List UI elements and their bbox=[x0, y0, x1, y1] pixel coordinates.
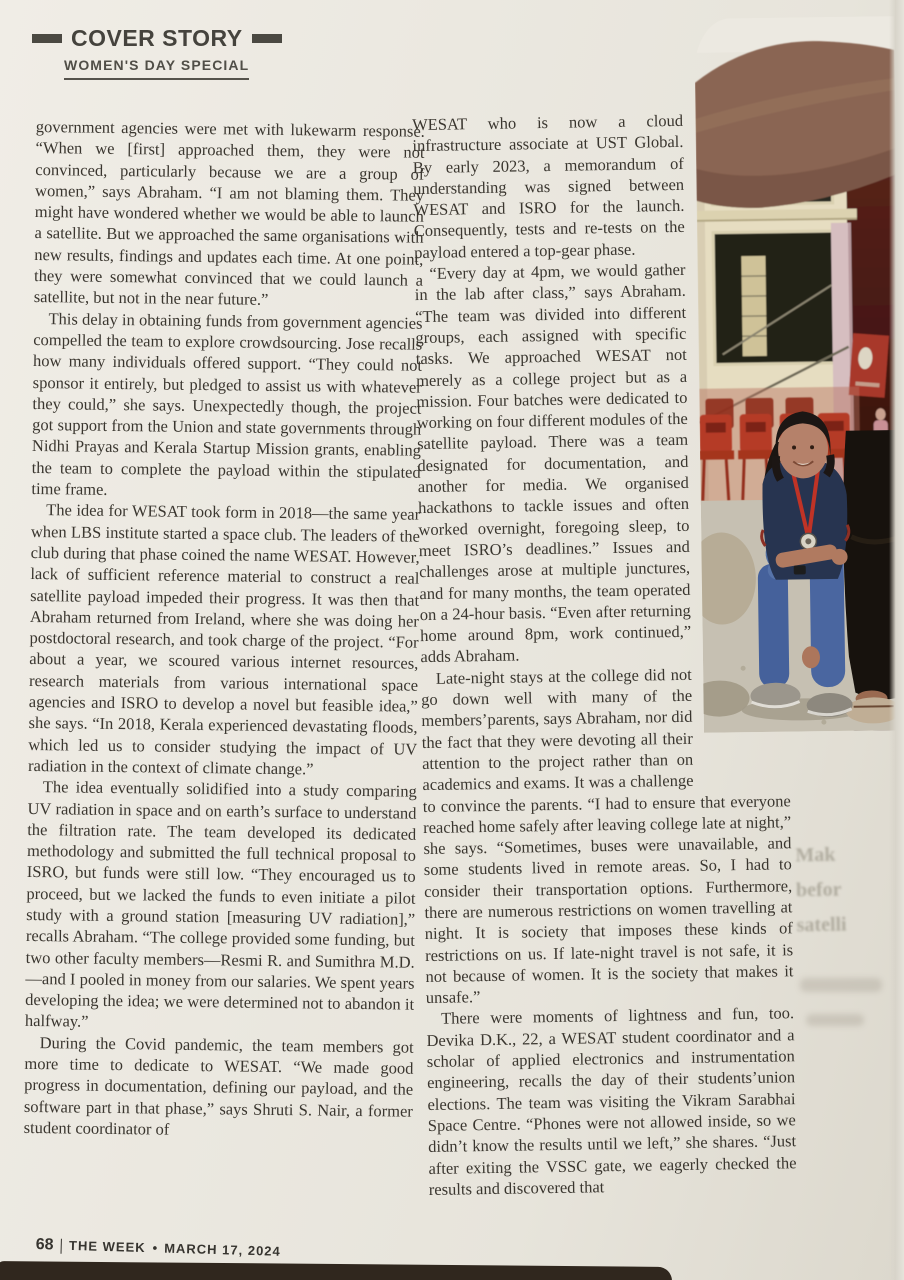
section-kicker bbox=[32, 25, 282, 52]
ghost-line: befor bbox=[795, 878, 842, 902]
magazine-name: THE WEEK bbox=[68, 1237, 146, 1256]
page-right-edge bbox=[889, 0, 904, 1280]
ghost-line: satelli bbox=[796, 913, 847, 937]
paragraph: WESAT who is now a cloud infrastructure associate at UST Global. By early 2023, a memorandum of understanding was signed between WESAT and ISRO for the launch. Consequently, tests and re-tests on the payload entered a top-gear phase. bbox=[411, 110, 685, 262]
show-through-smudge bbox=[800, 978, 882, 992]
paragraph: The idea eventually solidified into a study comparing UV radiation in space and on earth’s surface to understand the filtration rate. The team developed its dedicated methodology and submitted the full technical proposal to ISRO, but funds were still low. “They encouraged us to proceed, but we lacked the funds to even initiate a pilot study with a ground station [measuring UV radiation],” recalls Abraham. “The college provided some funding, but two other faculty members—Resmi R. and Sumithra M.D.—and I pooled in money from our salaries. We spent years developing the idea; we were determined not to abandon it halfway.” bbox=[24, 777, 417, 1032]
paragraph: “Every day at 4pm, we would gather in the lab after class,” says Abraham. “The team was divided into different groups, each assigned with specific tasks. We approached WESAT not merely as a college project but as a mission. Four batches were dedicated to working on four different modules of the satellite payload. There was a team designated for documentation, and another for media. We organised hackathons to tackle issues and often worked overnight, foregoing sleep, to meet ISRO’s deadlines.” Issues and challenges arose at multiple junctures, and for many months, the team operated on a 24-hour basis. “Even after returning home around 8pm, work continued,” adds Abraham. bbox=[414, 259, 692, 667]
left-column bbox=[24, 116, 425, 1143]
magazine-photo bbox=[694, 16, 904, 733]
photo-woman-crouching bbox=[694, 16, 904, 733]
issue-date: MARCH 17, 2024 bbox=[163, 1240, 281, 1259]
paragraph: The idea for WESAT took form in 2018—the same year when LBS institute started a space club. The leaders of the club during that phase coined the name WESAT. However, lack of sufficient reference material to construct a real satellite payload impeded their progress. It was then that Abraham returned from Ireland, where she was doing her postdoctoral research, and took charge of the project. “For about a year, we scoured various internet resources, research materials from various international space agencies and ISRO to develop a novel but feasible idea,” she says. “In 2018, Kerala experienced devastating floods, which led us to consider studying the impact of UV radiation in the context of climate change.” bbox=[27, 500, 421, 779]
kicker-bar-right bbox=[252, 34, 282, 43]
page-bottom-shadow bbox=[0, 1261, 672, 1280]
ghost-line: Mak bbox=[795, 843, 836, 867]
paragraph: Late-night stays at the college did not go down well with many of the members’parents, says Abraham, nor did the fact that they were devoting all their attention to the project rather than on academics and exams. It was a challenge to convince the parents. “I had to ensure that everyone reached home safely after leaving college late at night,” she says. “Sometimes, buses were unavailable, and some students lived in remote areas. So, I had to consider their transportation options. Furthermore, there are numerous restrictions on women travelling at night. It is society that imposes these kinds of restrictions on us. If late-night travel is not safe, it is not because of women. It is the society that makes it unsafe.” bbox=[420, 664, 794, 1008]
page-footer bbox=[35, 1236, 281, 1261]
footer-divider bbox=[60, 1238, 62, 1253]
show-through-text bbox=[795, 838, 847, 944]
paragraph: government agencies were met with lukewarm response. “When we [first] approached them, they were not convinced, particularly because we are a group of women,” says Abraham. “I am not blaming them. They might have wondered whether we would be able to launch a satellite. But we approached the same organisations with new results, findings and updates each time. At one point, they were somewhat convinced that we could launch a satellite, but not in the near future.” bbox=[33, 116, 425, 310]
page-number: 68 bbox=[35, 1236, 54, 1254]
footer-bullet: • bbox=[152, 1240, 158, 1256]
section-subtitle: WOMEN'S DAY SPECIAL bbox=[64, 57, 249, 80]
wrist-watch bbox=[794, 565, 806, 574]
section-title: COVER STORY bbox=[71, 25, 243, 51]
show-through-smudge bbox=[806, 1014, 864, 1026]
paragraph: There were moments of lightness and fun, too. Devika D.K., 22, a WESAT student coordinator and a scholar of applied electronics and instrumentation engineering, recalls the day of their students’union elections. The team was visiting the Vikram Sarabhai Space Centre. “Phones were not allowed inside, so we didn’t know the results until we left,” she shares. “Just after exiting the VSSC gate, we eagerly checked the results and discovered that bbox=[426, 1003, 797, 1199]
kicker-bar-left bbox=[32, 34, 62, 43]
paragraph: During the Covid pandemic, the team members got more time to dedicate to WESAT. “We made good progress in documentation, defining our payload, and the software part in that phase,” says Shruti S. Nair, a former student coordinator of bbox=[23, 1032, 414, 1139]
paragraph: This delay in obtaining funds from government agencies compelled the team to explore crowdsourcing. Jose recalls how many individuals offered support. “They could not sponsor it entirely, but pledged to assist us with whatever they could,” she says. Unexpectedly though, the project got support from the Union and state governments through Nidhi Prayas and Kerala Startup Mission grants, enabling the team to complete the payload within the stipulated time frame. bbox=[31, 308, 423, 499]
